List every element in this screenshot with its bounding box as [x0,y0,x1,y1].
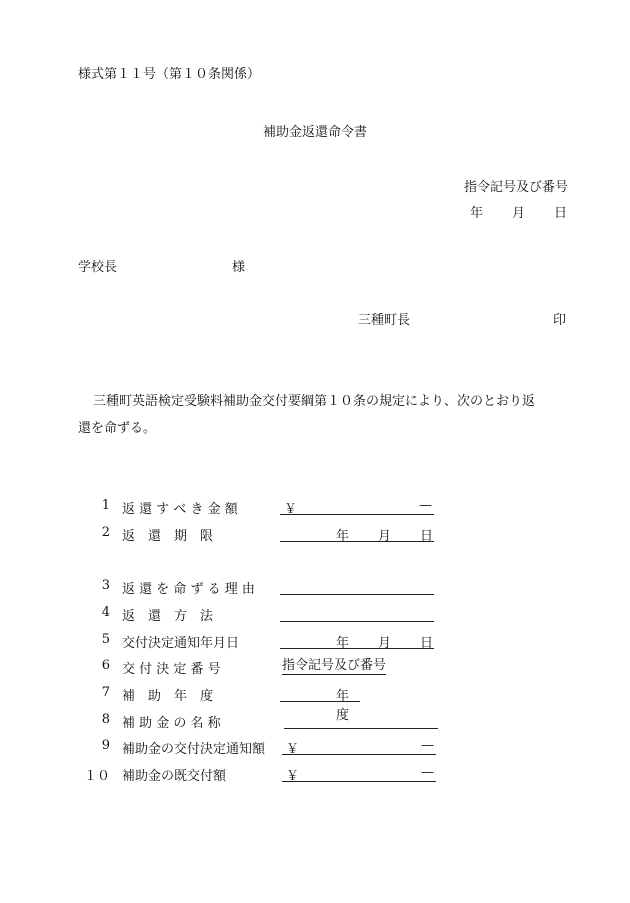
item-row-2 [0,525,630,543]
item-label: 返 還 方 法 [122,609,214,624]
item-row-10 [0,765,630,783]
item-row-6 [0,658,630,676]
item-label: 返 還 す べ き 金 額 [122,502,238,517]
yen-symbol: ￥ [284,502,298,517]
item-label: 補 助 年 度 [122,689,214,704]
item-label: 補助金の既交付額 [122,769,227,784]
item-label: 補 助 金 の 名 称 [122,716,221,731]
amount-dash: — [421,738,434,753]
item-row-8 [0,712,630,730]
item-row-4 [0,605,630,623]
decision-number-value: 指令記号及び番号 [282,658,387,673]
refund-deadline-field [280,525,434,542]
item-label: 交付決定通知年月日 [122,636,240,651]
item-number: 1 [101,498,110,513]
form-number: 様式第１１号（第１０条関係） [78,67,261,82]
ref-day: 日 [554,206,568,221]
issuer-name: 三種町長 [358,313,411,328]
item-number: 3 [101,578,110,593]
item-number: 4 [101,605,110,620]
item-row-5 [0,632,630,650]
item-number: 9 [101,738,110,753]
amount-dash: — [419,498,432,513]
subsidy-name-field [284,712,438,729]
item-label: 交 付 決 定 番 号 [122,662,221,677]
item-label: 返 還 を 命 ず る 理 由 [122,582,255,597]
item-number: 5 [101,632,110,647]
ref-year: 年 [470,206,484,221]
item-number: 6 [101,658,110,673]
ref-month: 月 [512,206,526,221]
fiscal-year-suffix: 年度 [336,689,350,723]
item-number: １０ [83,769,110,784]
seal-mark: 印 [553,313,567,328]
item-row-7 [0,685,630,723]
item-number: 7 [101,685,110,700]
deadline-year: 年 [336,529,350,544]
amount-dash: — [421,765,434,780]
decision-day: 日 [420,636,434,651]
refund-reason-field [280,578,434,595]
decision-month: 月 [378,636,392,651]
addressee-honorific: 様 [232,260,246,275]
decision-year: 年 [336,636,350,651]
reference-number-label: 指令記号及び番号 [463,180,568,195]
body-text-line-2: 還を命ずる。 [78,421,157,436]
item-label: 補助金の交付決定通知額 [122,742,266,757]
item-label: 返 還 期 限 [122,529,214,544]
item-row-1 [0,498,630,516]
decision-amount-field [282,738,436,755]
item-row-3 [0,578,630,596]
subsidy-fiscal-year-field [280,685,360,723]
deadline-month: 月 [378,529,392,544]
body-text-line-1: 三種町英語検定受験料補助金交付要綱第１０条の規定により、次のとおり返 [93,394,536,409]
item-number: 2 [101,525,110,540]
item-row-9 [0,738,630,756]
refund-amount-field [280,498,434,515]
paid-amount-field [282,765,436,782]
deadline-day: 日 [420,529,434,544]
yen-symbol: ￥ [286,769,300,784]
refund-method-field [280,605,434,622]
grant-decision-date-field [280,632,434,649]
yen-symbol: ￥ [286,742,300,757]
item-number: 8 [101,712,110,727]
document-title: 補助金返還命令書 [262,125,367,140]
addressee-name: 学校長 [78,260,118,275]
